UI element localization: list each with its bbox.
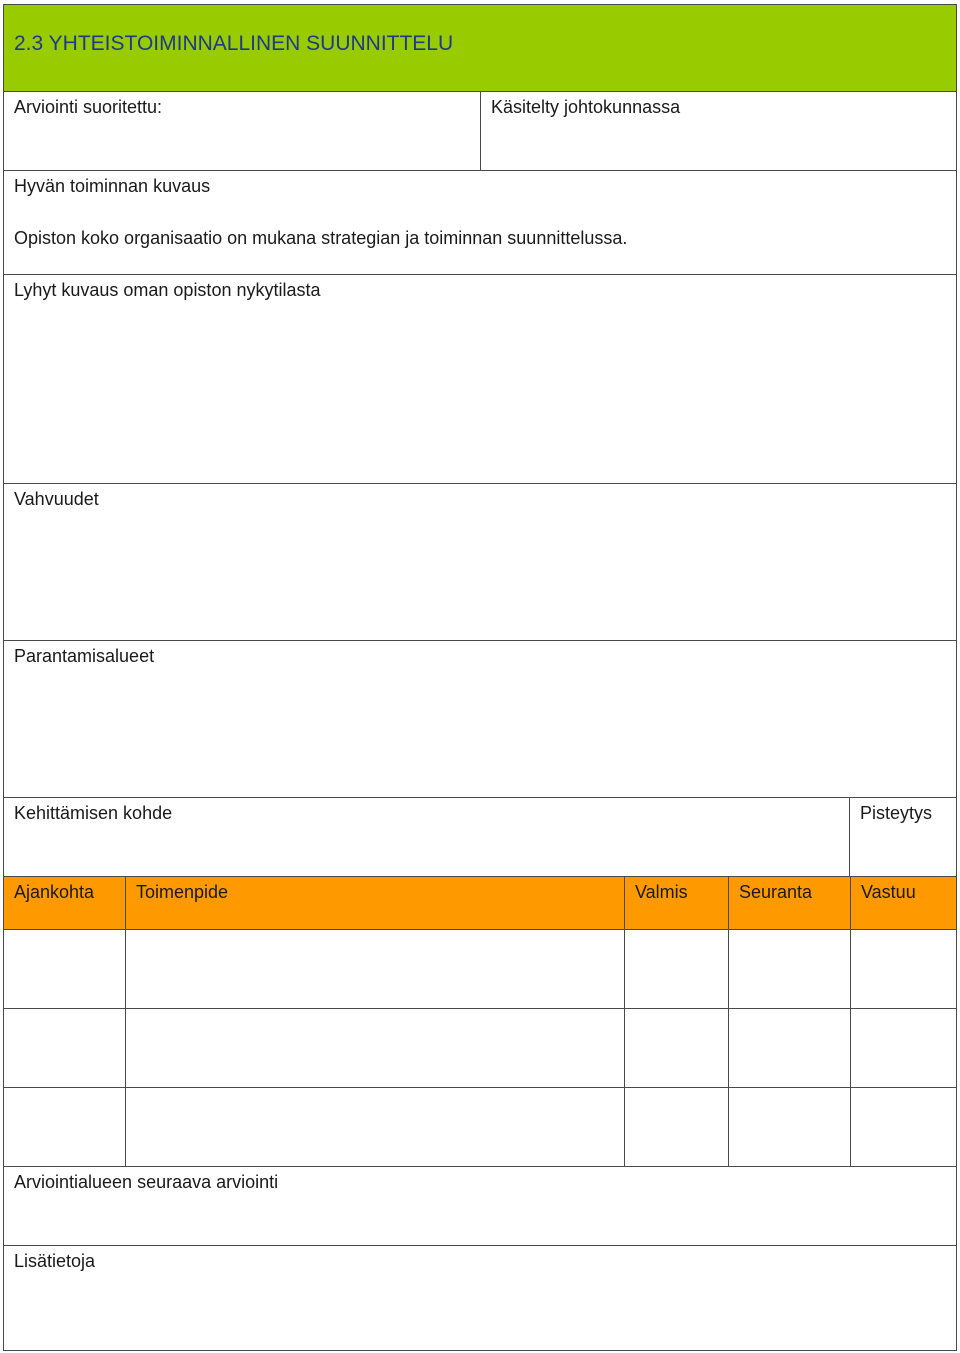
section-title: 2.3 YHTEISTOIMINNALLINEN SUUNNITTELU — [14, 32, 454, 55]
next-evaluation-label: Arviointialueen seuraava arviointi — [14, 1172, 279, 1192]
section-title-bar — [4, 5, 956, 91]
table-cell[interactable] — [4, 1009, 125, 1087]
header-vastuu-label: Vastuu — [861, 882, 916, 902]
current-state-label: Lyhyt kuvaus oman opiston nykytilasta — [14, 280, 321, 300]
header-seuranta — [728, 877, 850, 929]
header-vastuu — [850, 877, 956, 929]
table-cell[interactable] — [624, 930, 728, 1008]
header-ajankohta-label: Ajankohta — [14, 882, 95, 902]
table-row — [4, 929, 956, 1008]
table-cell[interactable] — [728, 1088, 850, 1166]
improvements-row[interactable] — [4, 640, 956, 797]
board-cell[interactable] — [480, 92, 956, 170]
table-cell[interactable] — [850, 1009, 956, 1087]
table-cell[interactable] — [4, 1088, 125, 1166]
additional-info-row[interactable] — [4, 1245, 956, 1350]
good-practice-text: Opiston koko organisaatio on mukana strategian ja toiminnan suunnittelussa. — [14, 228, 628, 248]
evaluated-label: Arviointi suoritettu: — [14, 97, 163, 117]
good-practice-row — [4, 170, 956, 274]
development-target-label: Kehittämisen kohde — [14, 803, 173, 823]
strengths-row[interactable] — [4, 483, 956, 640]
table-cell[interactable] — [850, 1088, 956, 1166]
table-cell[interactable] — [125, 1009, 624, 1087]
table-row — [4, 1087, 956, 1166]
table-cell[interactable] — [728, 930, 850, 1008]
current-state-row[interactable] — [4, 274, 956, 483]
header-valmis-label: Valmis — [635, 882, 688, 902]
header-toimenpide — [125, 877, 624, 929]
score-cell[interactable] — [849, 798, 956, 876]
improvements-label: Parantamisalueet — [14, 646, 155, 666]
header-ajankohta — [4, 877, 125, 929]
table-cell[interactable] — [125, 1088, 624, 1166]
header-toimenpide-label: Toimenpide — [136, 882, 229, 902]
header-valmis — [624, 877, 728, 929]
header-seuranta-label: Seuranta — [739, 882, 813, 902]
additional-info-label: Lisätietoja — [14, 1251, 96, 1271]
action-table-header — [4, 876, 956, 929]
table-cell[interactable] — [624, 1088, 728, 1166]
table-cell[interactable] — [850, 930, 956, 1008]
table-cell[interactable] — [125, 930, 624, 1008]
evaluation-row — [4, 91, 956, 170]
strengths-label: Vahvuudet — [14, 489, 99, 509]
evaluation-form — [3, 4, 957, 1351]
table-cell[interactable] — [624, 1009, 728, 1087]
development-row — [4, 797, 956, 876]
evaluated-cell[interactable] — [4, 92, 480, 170]
table-cell[interactable] — [728, 1009, 850, 1087]
board-label: Käsitelty johtokunnassa — [491, 97, 681, 117]
table-row — [4, 1008, 956, 1087]
table-cell[interactable] — [4, 930, 125, 1008]
score-label: Pisteytys — [860, 803, 933, 823]
good-practice-label: Hyvän toiminnan kuvaus — [14, 176, 211, 196]
development-target-cell[interactable] — [4, 798, 849, 876]
next-evaluation-row[interactable] — [4, 1166, 956, 1245]
